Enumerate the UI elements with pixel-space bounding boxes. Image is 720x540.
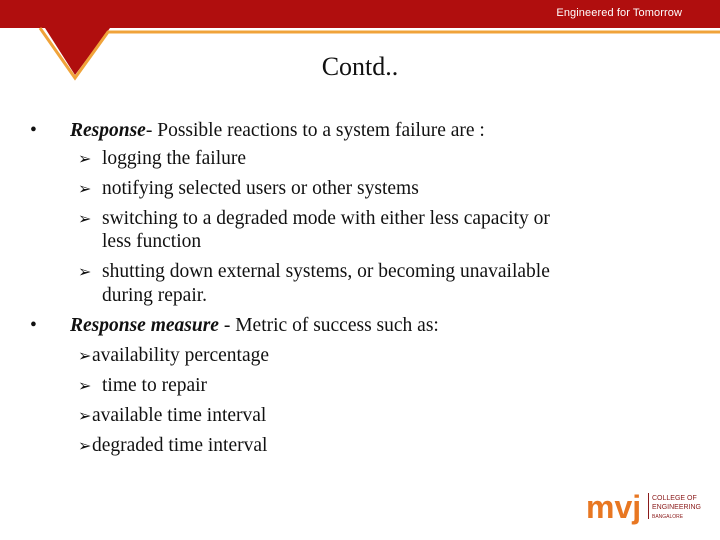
arrow-icon: ➢	[78, 209, 92, 228]
sub-item-text: available time interval	[92, 405, 267, 426]
sub-item-text: time to repair	[102, 375, 208, 396]
arrow-icon: ➢	[78, 436, 92, 455]
sub-item-2-4	[78, 435, 267, 457]
bullet-1-marker: •	[30, 120, 37, 141]
sub-item-text: switching to a degraded mode with either less capacity or	[102, 208, 550, 229]
sub-item-text: notifying selected users or other systems	[102, 178, 419, 199]
logo-line-2: ENGINEERING	[652, 504, 702, 511]
logo-line-3: BANGALORE	[652, 514, 684, 520]
sub-item-2-2	[78, 375, 207, 397]
sub-item-1-2	[78, 178, 419, 200]
slide-title: Contd..	[321, 52, 399, 81]
sub-item-1-4	[78, 261, 550, 283]
sub-item-1-3	[78, 208, 550, 230]
arrow-icon: ➢	[78, 406, 92, 425]
bullet-2-marker: •	[30, 315, 37, 336]
logo-mark: mvj	[586, 489, 642, 525]
arrow-icon: ➢	[78, 149, 92, 168]
bullet-2	[70, 315, 439, 337]
arrow-icon: ➢	[78, 179, 92, 198]
bullet-1	[70, 120, 485, 142]
header-tagline: Engineered for Tomorrow	[556, 7, 682, 19]
college-logo	[586, 489, 702, 525]
sub-item-1-3-cont: less function	[102, 231, 202, 252]
bullet-2-text: Metric of success such as:	[235, 315, 439, 336]
sub-item-text: logging the failure	[102, 148, 247, 169]
arrow-icon: ➢	[78, 376, 92, 395]
bullet-1-sep: -	[145, 120, 158, 141]
sub-item-1-1	[78, 148, 246, 170]
sub-item-1-4-cont: during repair.	[102, 285, 208, 306]
sub-item-text: degraded time interval	[92, 435, 268, 456]
bullet-2-sep: -	[218, 315, 236, 336]
bullet-1-text: Possible reactions to a system failure are :	[157, 120, 485, 141]
bullet-1-term: Response	[70, 120, 146, 141]
sub-item-text: availability percentage	[92, 345, 270, 366]
sub-item-2-1	[78, 345, 269, 367]
logo-line-1: COLLEGE OF	[652, 495, 697, 502]
arrow-icon: ➢	[78, 346, 92, 365]
arrow-icon: ➢	[78, 262, 92, 281]
bullet-2-term: Response measure	[70, 315, 219, 336]
sub-item-2-3	[78, 405, 266, 427]
sub-item-text: shutting down external systems, or becoming unavailable	[102, 261, 550, 282]
